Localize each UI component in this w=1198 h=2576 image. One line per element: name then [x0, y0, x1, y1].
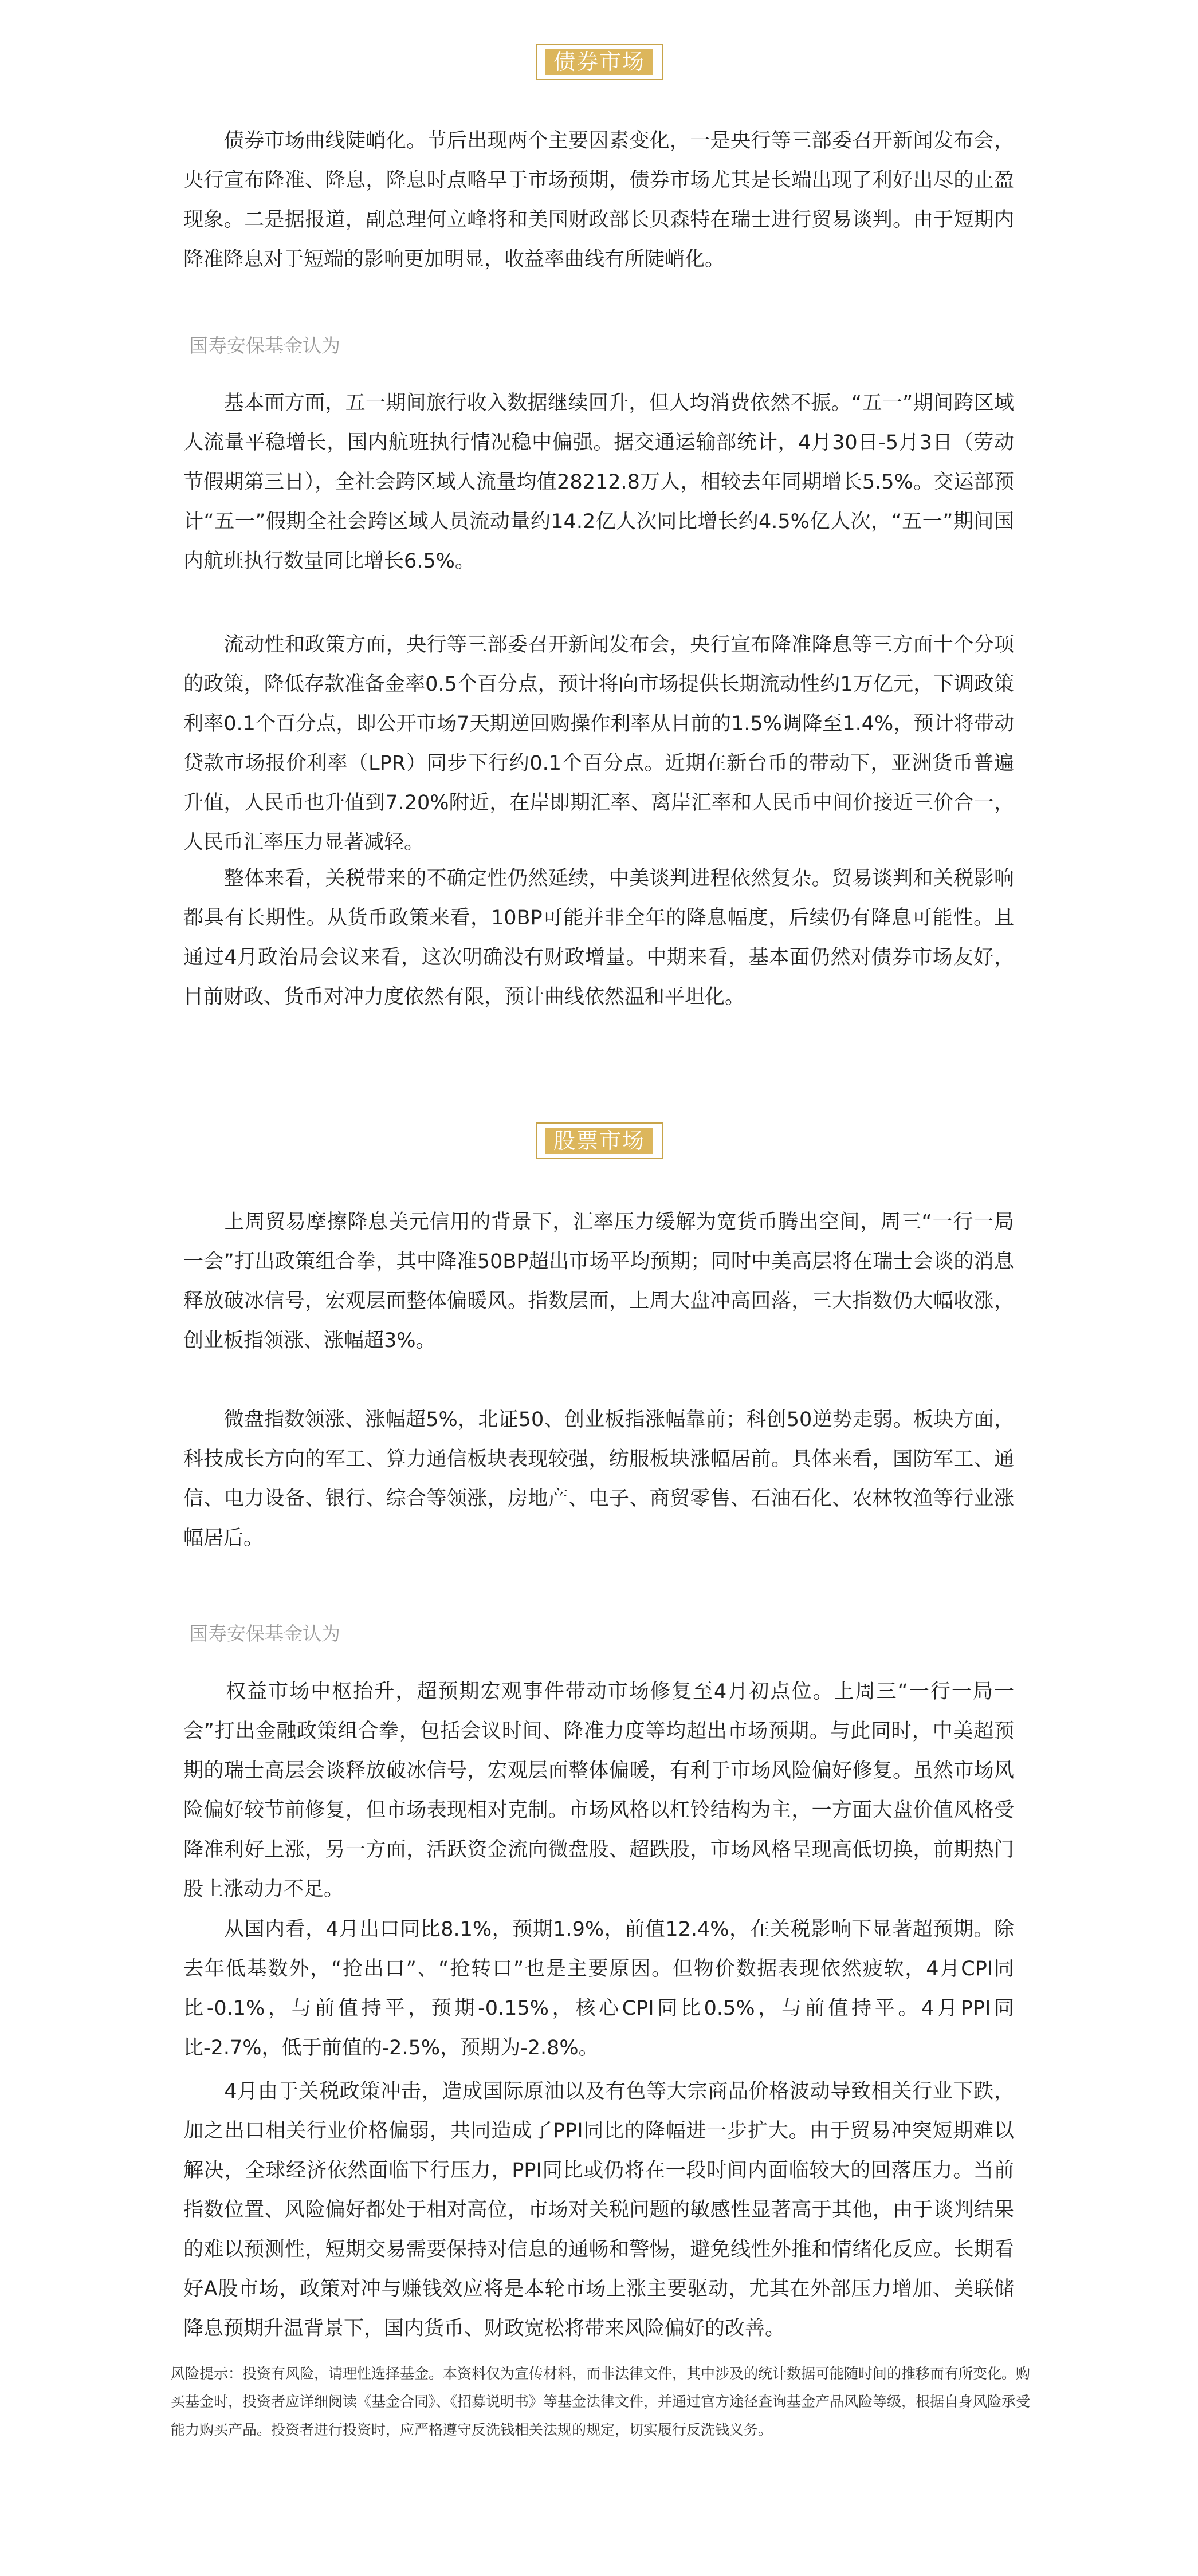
bond-intro-paragraph: 债券市场曲线陡峭化。节后出现两个主要因素变化，一是央行等三部委召开新闻发布会，央行宣布降准、降息，降息时点略早于市场预期，债券市场尤其是长端出现了利好出尽的止盈现象。二是据报道，副总理何立峰将和美国财政部长贝森特在瑞士进行贸易谈判。由于短期内降准降息对于短端的影响更加明显，收益率曲线有所陡峭化。	[183, 129, 1014, 271]
bond-section-title-label: 债券市场	[545, 49, 653, 75]
equity-outlook-paragraph: 4月由于关税政策冲击，造成国际原油以及有色等大宗商品价格波动导致相关行业下跌，加之出口相关行业价格偏弱，共同造成了PPI同比的降幅进一步扩大。由于贸易冲突短期难以解决，全球经济依然面临下行压力，PPI同比或仍将在一段时间内面临较大的回落压力。当前指数位置、风险偏好都处于相对高位，市场对关税问题的敏感性显著高于其他，由于谈判结果的难以预测性，短期交易需要保持对信息的通畅和警惕，避免线性外推和情绪化反应。长期看好A股市场，政策对冲与赚钱效应将是本轮市场上涨主要驱动，尤其在外部压力增加、美联储降息预期升温背景下，国内货币、财政宽松将带来风险偏好的改善。	[183, 2080, 1014, 2340]
bond-section-title	[536, 44, 663, 80]
bond-liquidity-paragraph: 流动性和政策方面，央行等三部委召开新闻发布会，央行宣布降准降息等三方面十个分项的政策，降低存款准备金率0.5个百分点，预计将向市场提供长期流动性约1万亿元，下调政策利率0.1个百分点，即公开市场7天期逆回购操作利率从目前的1.5%调降至1.4%，预计将带动贷款市场报价利率（LPR）同步下行约0.1个百分点。近期在新台币的带动下，亚洲货币普遍升值，人民币也升值到7.20%附近，在岸即期汇率、离岸汇率和人民币中间价接近三价合一，人民币汇率压力显著减轻。	[183, 633, 1014, 854]
equity-macro-paragraph: 从国内看，4月出口同比8.1%，预期1.9%，前值12.4%，在关税影响下显著超预期。除去年低基数外，“抢出口”、“抢转口”也是主要原因。但物价数据表现依然疲软，4月CPI同比-0.1%，与前值持平，预期-0.15%，核心CPI同比0.5%，与前值持平。4月PPI同比-2.7%，低于前值的-2.5%，预期为-2.8%。	[183, 1918, 1014, 2059]
bond-fundamentals-paragraph: 基本面方面，五一期间旅行收入数据继续回升，但人均消费依然不振。“五一”期间跨区域人流量平稳增长，国内航班执行情况稳中偏强。据交通运输部统计，4月30日-5月3日（劳动节假期第三日），全社会跨区域人流量均值28212.8万人，相较去年同期增长5.5%。交运部预计“五一”假期全社会跨区域人员流动量约14.2亿人次同比增长约4.5%亿人次，“五一”期间国内航班执行数量同比增长6.5%。	[183, 392, 1014, 573]
equity-section-title-label: 股票市场	[545, 1128, 653, 1154]
equity-view-subheading: 国寿安保基金认为	[189, 1622, 340, 1645]
bond-view-subheading: 国寿安保基金认为	[189, 334, 340, 357]
equity-intro-paragraph-1: 上周贸易摩擦降息美元信用的背景下，汇率压力缓解为宽货币腾出空间，周三“一行一局一会”打出政策组合拳，其中降准50BP超出市场平均预期；同时中美高层将在瑞士会谈的消息释放破冰信号，宏观层面整体偏暖风。指数层面，上周大盘冲高回落，三大指数仍大幅收涨，创业板指领涨、涨幅超3%。	[183, 1211, 1014, 1352]
equity-intro-paragraph-2: 微盘指数领涨、涨幅超5%，北证50、创业板指涨幅靠前；科创50逆势走弱。板块方面，科技成长方向的军工、算力通信板块表现较强，纺服板块涨幅居前。具体来看，国防军工、通信、电力设备、银行、综合等领涨，房地产、电子、商贸零售、石油石化、农林牧渔等行业涨幅居后。	[183, 1408, 1014, 1550]
bond-overall-paragraph: 整体来看，关税带来的不确定性仍然延续，中美谈判进程依然复杂。贸易谈判和关税影响都具有长期性。从货币政策来看，10BP可能并非全年的降息幅度，后续仍有降息可能性。且通过4月政治局会议来看，这次明确没有财政增量。中期来看，基本面仍然对债券市场友好，目前财政、货币对冲力度依然有限，预计曲线依然温和平坦化。	[183, 867, 1014, 1009]
equity-section-title	[536, 1122, 663, 1159]
risk-disclaimer: 风险提示：投资有风险，请理性选择基金。本资料仅为宣传材料，而非法律文件，其中涉及的统计数据可能随时间的推移而有所变化。购买基金时，投资者应详细阅读《基金合同》、《招募说明书》等基金法律文件，并通过官方途径查询基金产品风险等级，根据自身风险承受能力购买产品。投资者进行投资时，应严格遵守反洗钱相关法规的规定，切实履行反洗钱义务。	[171, 2365, 1031, 2438]
equity-market-paragraph: 权益市场中枢抬升，超预期宏观事件带动市场修复至4月初点位。上周三“一行一局一会”打出金融政策组合拳，包括会议时间、降准力度等均超出市场预期。与此同时，中美超预期的瑞士高层会谈释放破冰信号，宏观层面整体偏暖，有利于市场风险偏好修复。虽然市场风险偏好较节前修复，但市场表现相对克制。市场风格以杠铃结构为主，一方面大盘价值风格受降准利好上涨，另一方面，活跃资金流向微盘股、超跌股，市场风格呈现高低切换，前期热门股上涨动力不足。	[183, 1680, 1014, 1901]
